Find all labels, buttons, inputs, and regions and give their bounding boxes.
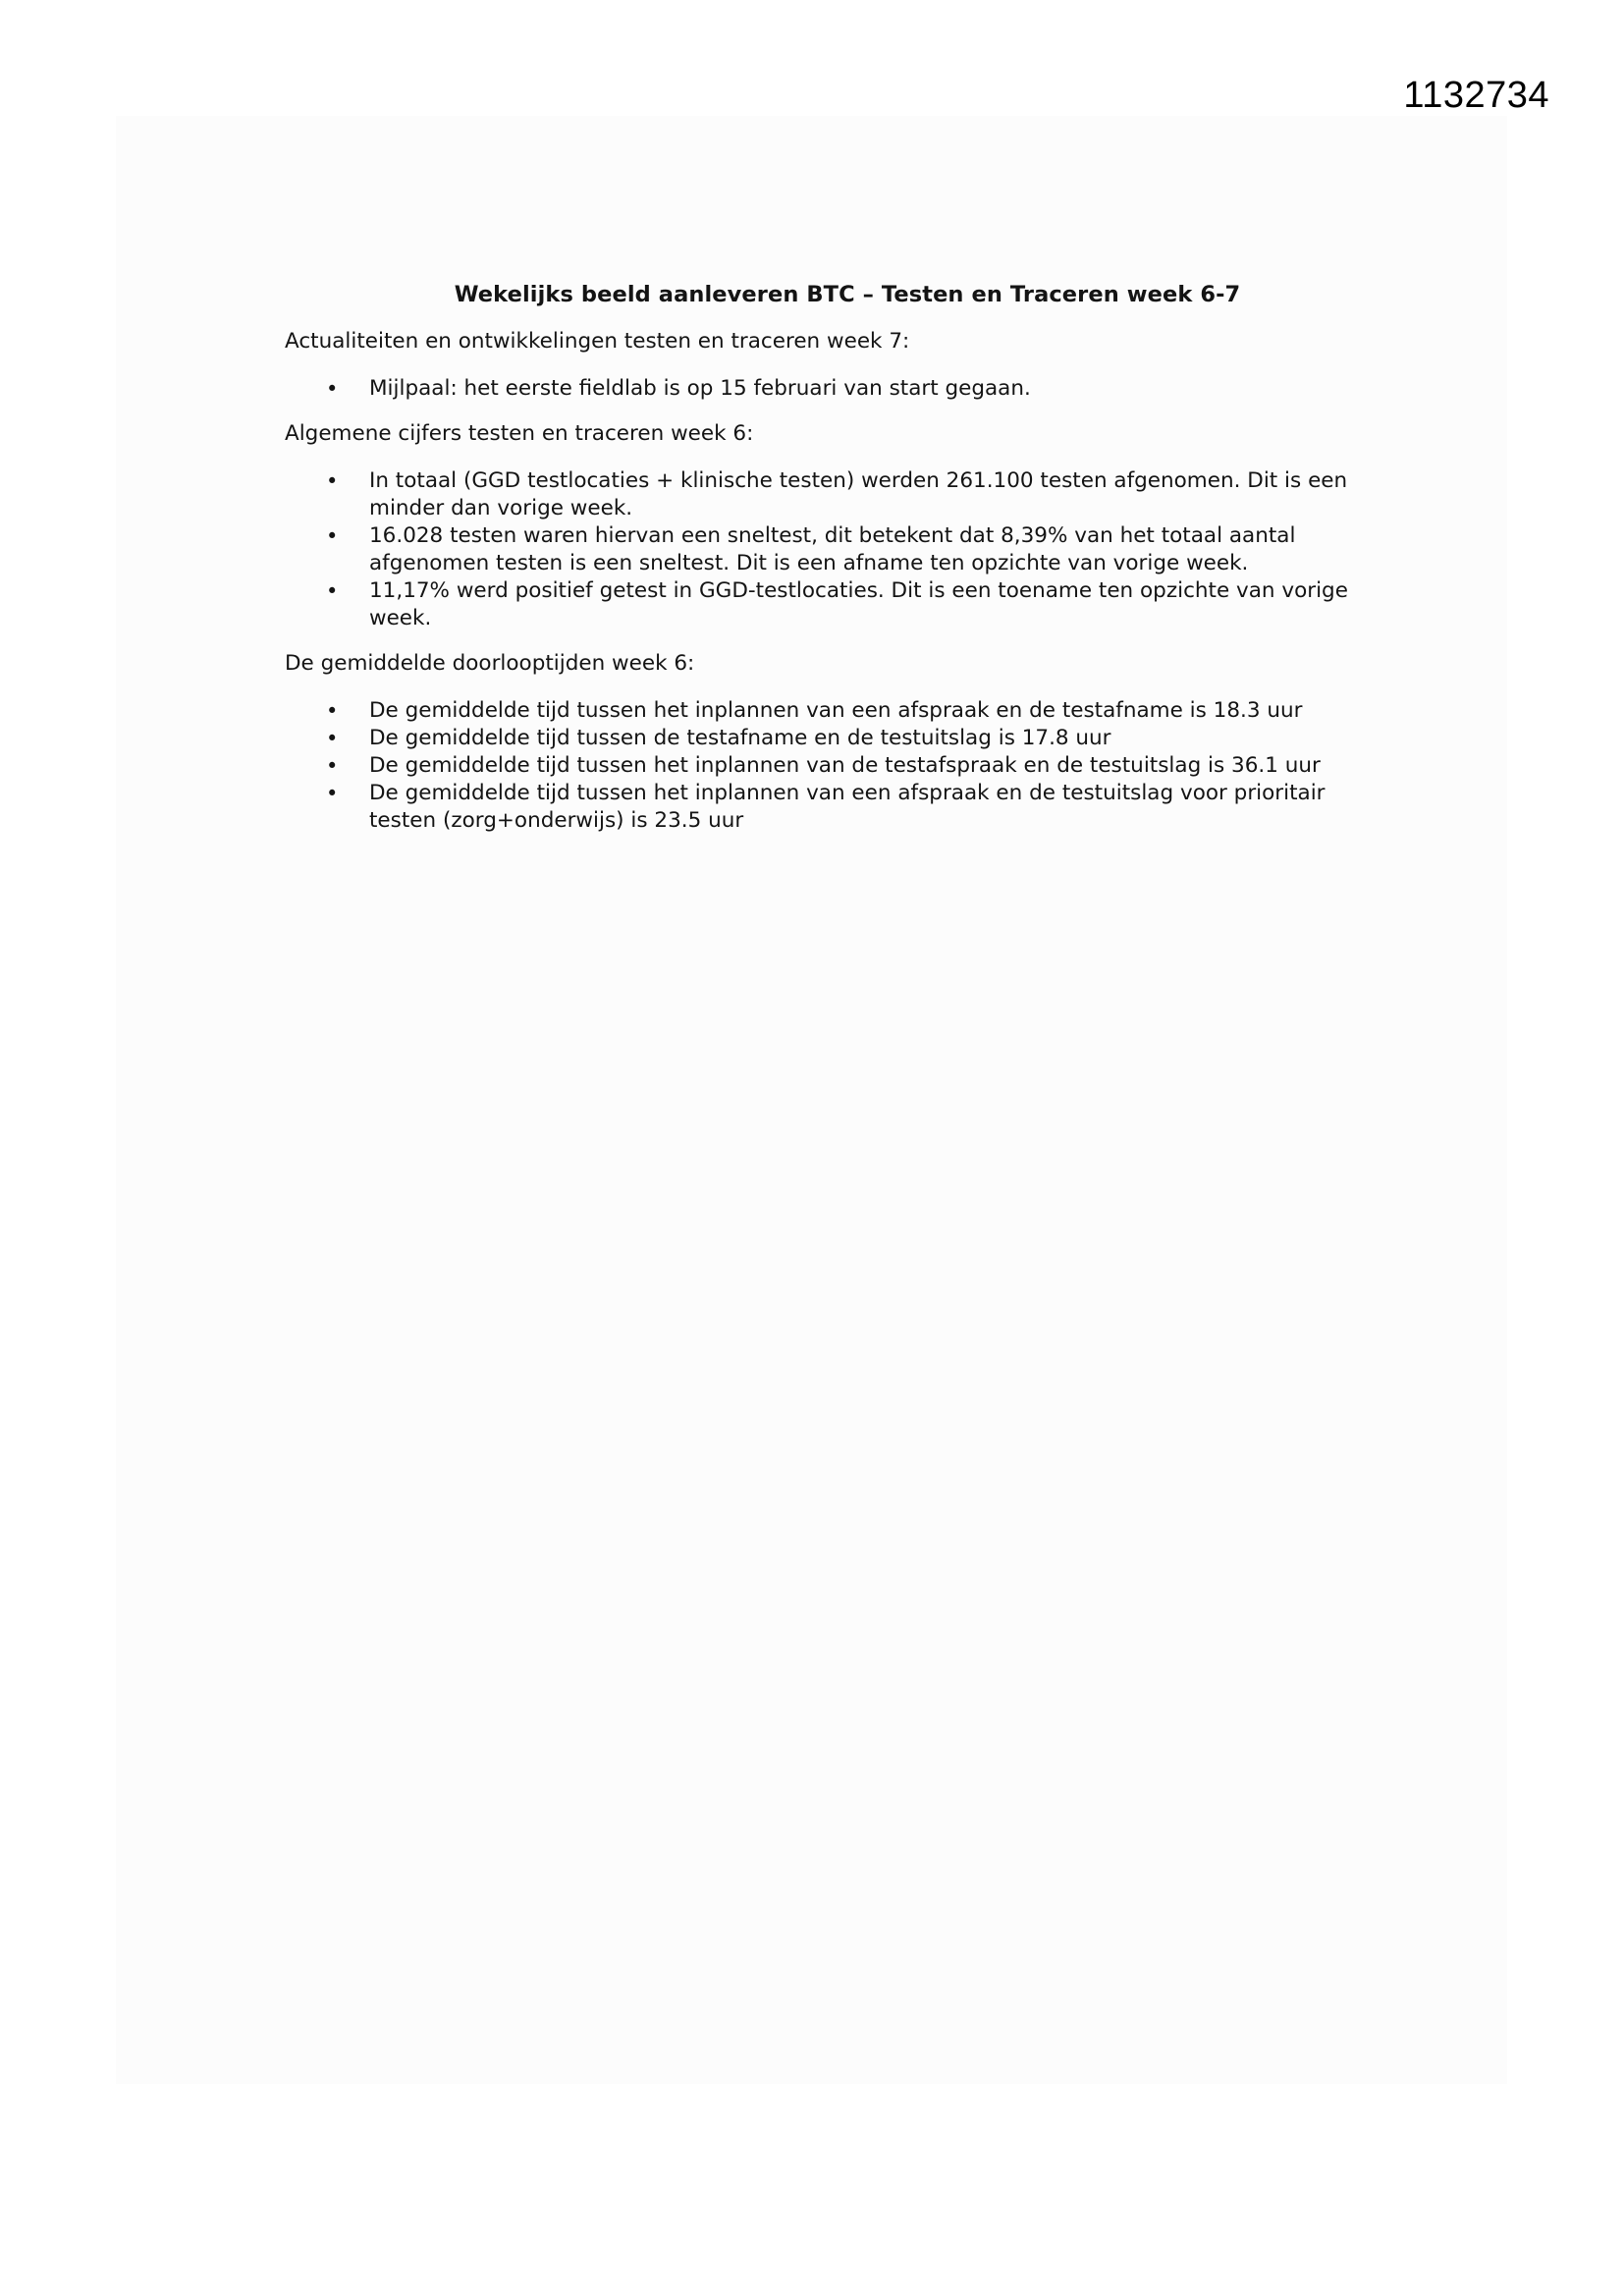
bullet-icon: •	[326, 699, 339, 723]
list-item-text: 11,17% werd positief getest in GGD-testlocaties. Dit is een toename ten opzichte van vorige week.	[369, 578, 1348, 630]
bullet-icon: •	[326, 579, 339, 603]
bullet-list-doorlooptijden	[285, 697, 1355, 835]
bullet-icon: •	[326, 727, 339, 750]
bullet-icon: •	[326, 377, 339, 401]
document-body	[285, 281, 1355, 852]
list-item	[285, 725, 1355, 752]
list-item-text: In totaal (GGD testlocaties + klinische testen) werden 261.100 testen afgenomen. Dit is een minder dan vorige week.	[369, 468, 1348, 520]
section-heading-doorlooptijden: De gemiddelde doorlooptijden week 6:	[285, 651, 695, 676]
list-item	[285, 577, 1355, 632]
bullet-icon: •	[326, 782, 339, 805]
bullet-icon: •	[326, 754, 339, 778]
section-heading-actualiteiten: Actualiteiten en ontwikkelingen testen en traceren week 7:	[285, 329, 910, 354]
document-id: 1132734	[1403, 75, 1549, 116]
bullet-list-actualiteiten	[285, 375, 1355, 403]
list-item-text: De gemiddelde tijd tussen de testafname en de testuitslag is 17.8 uur	[369, 726, 1111, 750]
document-title: Wekelijks beeld aanleveren BTC – Testen en Traceren week 6-7	[454, 282, 1241, 307]
list-item	[285, 467, 1355, 522]
bullet-list-algemene-cijfers	[285, 467, 1355, 632]
list-item-text: 16.028 testen waren hiervan een sneltest, dit betekent dat 8,39% van het totaal aantal afgenomen testen is een sneltest. Dit is een afname ten opzichte van vorige week.	[369, 523, 1296, 575]
section-heading-algemene-cijfers: Algemene cijfers testen en traceren week 6:	[285, 421, 754, 446]
list-item	[285, 375, 1355, 403]
list-item-text: De gemiddelde tijd tussen het inplannen van een afspraak en de testafname is 18.3 uur	[369, 698, 1303, 723]
list-item	[285, 522, 1355, 577]
list-item	[285, 752, 1355, 780]
list-item-text: Mijlpaal: het eerste fieldlab is op 15 februari van start gegaan.	[369, 376, 1031, 401]
list-item-text: De gemiddelde tijd tussen het inplannen van een afspraak en de testuitslag voor prioritair testen (zorg+onderwijs) is 23.5 uur	[369, 781, 1326, 833]
bullet-icon: •	[326, 524, 339, 548]
bullet-icon: •	[326, 469, 339, 493]
list-item-text: De gemiddelde tijd tussen het inplannen van de testafspraak en de testuitslag is 36.1 uur	[369, 753, 1321, 778]
list-item	[285, 780, 1355, 835]
list-item	[285, 697, 1355, 725]
